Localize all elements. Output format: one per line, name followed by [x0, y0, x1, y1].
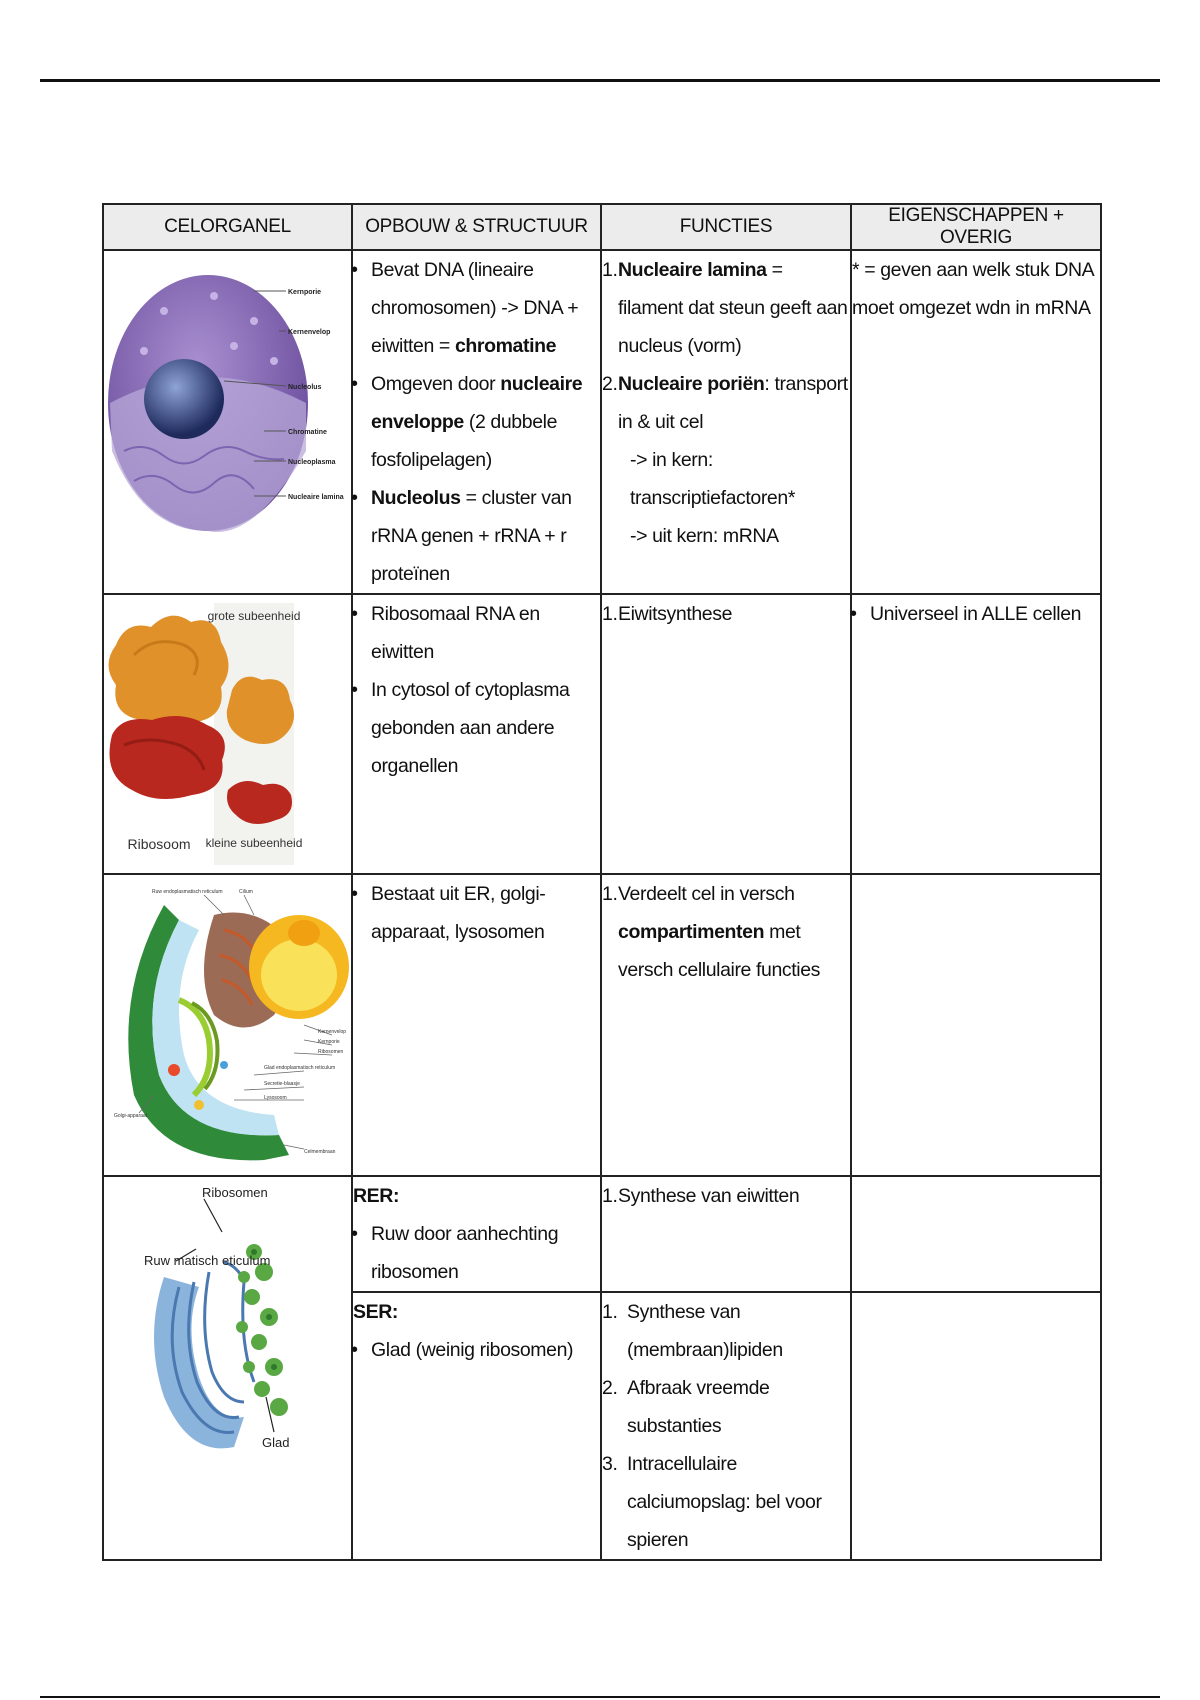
endomembrane-illustration — [104, 875, 349, 1173]
table-row-nucleus — [103, 250, 1101, 594]
list-item: 3. Intracellulaire calciumopslag: bel voor spieren — [602, 1453, 822, 1551]
function-subitem: -> uit kern: mRNA — [630, 525, 779, 547]
endo-label-cilium: Cilium — [239, 889, 253, 895]
list-item: 2. Nucleaire poriën: transport in & uit cel — [602, 373, 848, 433]
list-item: • Nucleolus = cluster van rRNA genen + rRNA + r proteïnen — [353, 479, 600, 593]
function-subitem: -> in kern: transcriptiefactoren* — [630, 449, 796, 509]
list-item: • In cytosol of cytoplasma gebonden aan andere organellen — [353, 671, 600, 785]
organelle-table — [102, 203, 1102, 1561]
ribosome-functions-cell — [601, 594, 851, 874]
ser-properties-cell — [851, 1292, 1101, 1560]
ser-title: SER: — [353, 1301, 398, 1323]
nucleus-label-kernenvelop: Kernenvelop — [288, 329, 331, 336]
ribosome-properties-cell — [851, 594, 1101, 874]
list-item: 1. Eiwitsynthese — [602, 603, 733, 625]
ser-structure-cell — [352, 1292, 601, 1560]
header-celorganel: CELORGANEL — [103, 204, 352, 250]
list-item: • Omgeven door nucleaire enveloppe (2 dubbele fosfolipelagen) — [353, 365, 600, 479]
endo-label-celmembraan: Celmembraan — [304, 1149, 336, 1155]
list-item: 2. Afbraak vreemde substanties — [602, 1377, 770, 1437]
endo-label-kernporie: Kernporie — [318, 1039, 340, 1045]
er-image-cell — [103, 1176, 352, 1560]
top-rule — [40, 79, 1160, 82]
list-item: 1. Verdeelt cel in versch compartimenten met versch cellulaire functies — [602, 883, 821, 981]
nucleus-properties-cell — [851, 250, 1101, 594]
ser-functions-cell — [601, 1292, 851, 1560]
list-item: • Ribosomaal RNA en eiwitten — [353, 595, 600, 671]
endo-label-kernenvelop: Kernenvelop — [318, 1029, 347, 1035]
endomembrane-functions-cell — [601, 874, 851, 1176]
endo-label-golgi: Golgi-apparaat — [114, 1113, 148, 1119]
ribosome-illustration — [104, 595, 349, 871]
nucleus-label-nucleoplasma: Nucleoplasma — [288, 459, 336, 466]
list-item: 1. Synthese van eiwitten — [602, 1185, 800, 1207]
rer-title: RER: — [353, 1185, 400, 1207]
list-item: • Universeel in ALLE cellen — [852, 595, 1100, 633]
nucleus-functions-cell — [601, 250, 851, 594]
endo-label-secretie: Secretie-blaasje — [264, 1081, 300, 1087]
table-row-ribosome — [103, 594, 1101, 874]
nucleus-label-nucleolus: Nucleolus — [288, 384, 322, 391]
header-opbouw-structuur: OPBOUW & STRUCTUUR — [352, 204, 601, 250]
rer-functions-cell — [601, 1176, 851, 1292]
nucleus-label-kernporie: Kernporie — [288, 289, 322, 296]
endo-label-ser: Glad endoplasmatisch reticulum — [264, 1065, 336, 1071]
list-item: • Ruw door aanhechting ribosomen — [353, 1215, 600, 1291]
table-row-endomembrane — [103, 874, 1101, 1176]
list-item: • Bestaat uit ER, golgi-apparaat, lysosomen — [353, 875, 600, 951]
er-illustration — [104, 1177, 349, 1482]
endomembrane-structure-cell — [352, 874, 601, 1176]
list-item: • Glad (weinig ribosomen) — [353, 1331, 600, 1369]
ribosome-label-kleine: kleine subeenheid — [205, 836, 303, 850]
ribosome-structure-cell — [352, 594, 601, 874]
nucleus-label-lamina: Nucleaire lamina — [288, 494, 344, 501]
er-label-ruw: Ruw matisch eticulum — [144, 1253, 271, 1268]
er-label-ribosomen: Ribosomen — [202, 1185, 268, 1200]
nucleus-image-cell — [103, 250, 352, 594]
header-eigenschappen: EIGENSCHAPPEN + OVERIG — [851, 204, 1101, 250]
rer-structure-cell — [352, 1176, 601, 1292]
nucleus-label-chromatine: Chromatine — [288, 429, 327, 436]
ribosome-label-grote: grote subeenheid — [207, 609, 301, 623]
header-functies: FUNCTIES — [601, 204, 851, 250]
rer-properties-cell — [851, 1176, 1101, 1292]
endo-label-lysosoom: Lysosoom — [264, 1095, 287, 1101]
ribosome-label-ribosoom: Ribosoom — [127, 836, 191, 852]
nucleus-illustration — [104, 251, 349, 555]
bottom-rule — [40, 1696, 1160, 1698]
endomembrane-properties-cell — [851, 874, 1101, 1176]
table-header-row — [103, 204, 1101, 250]
table-row-rer — [103, 1176, 1101, 1292]
endomembrane-image-cell — [103, 874, 352, 1176]
list-item: 1. Nucleaire lamina = filament dat steun geeft aan nucleus (vorm) — [602, 259, 848, 357]
list-item: 1. Synthese van (membraan)lipiden — [602, 1301, 783, 1361]
endo-label-ribosomen: Ribosomen — [318, 1049, 344, 1055]
endo-label-rer: Ruw endoplasmatisch reticulum — [152, 889, 223, 895]
nucleus-structure-cell — [352, 250, 601, 594]
ribosome-image-cell — [103, 594, 352, 874]
nucleus-properties-text: * = geven aan welk stuk DNA moet omgezet wdn in mRNA — [852, 259, 1094, 319]
list-item: • Bevat DNA (lineaire chromosomen) -> DNA + eiwitten = chromatine — [353, 251, 600, 365]
er-label-glad: Glad — [262, 1435, 290, 1450]
